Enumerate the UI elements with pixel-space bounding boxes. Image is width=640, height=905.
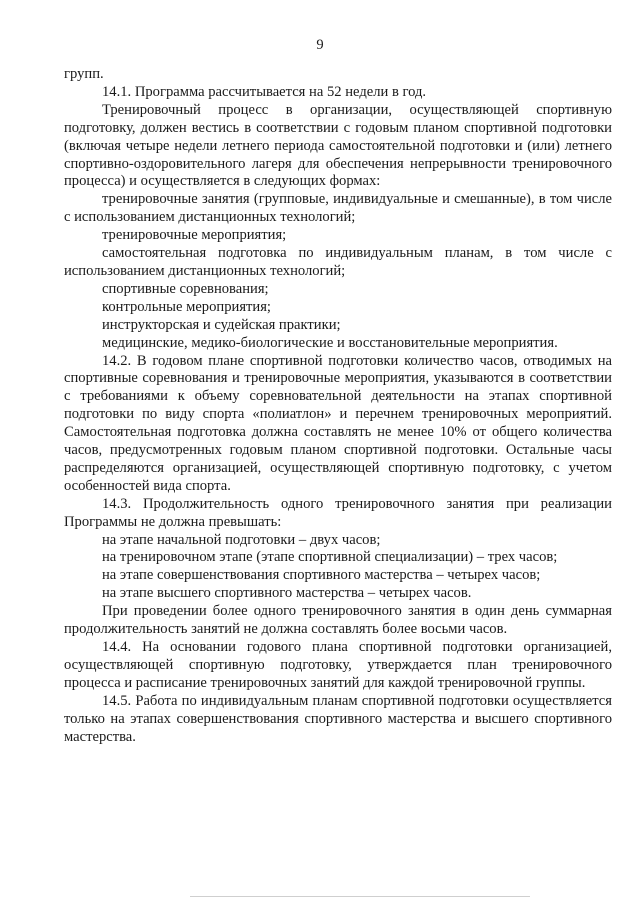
scan-edge-line bbox=[190, 896, 530, 897]
form-item-competitions: спортивные соревнования; bbox=[102, 280, 269, 297]
paragraph-continuation: групп. bbox=[64, 66, 104, 82]
page-number: 9 bbox=[316, 37, 324, 53]
paragraph-14-5: 14.5. Работа по индивидуальным планам спортивной подготовки осуществляется только на этапах совершенствования спортивного мастерства и высшего спортивного мастерства. bbox=[64, 692, 612, 745]
paragraph-14-4: 14.4. На основании годового плана спортивной подготовки организацией, осуществляющей спортивную подготовку, утверждается план тренировочного процесса и расписание тренировочных занятий для каждой тренировочной группы. bbox=[64, 639, 612, 691]
duration-item-improvement: на этапе совершенствования спортивного мастерства – четырех часов; bbox=[102, 567, 541, 584]
form-item-training-events: тренировочные мероприятия; bbox=[102, 227, 287, 244]
form-item-instructor-practice: инструкторская и судейская практики; bbox=[102, 316, 341, 333]
document-body bbox=[64, 66, 612, 746]
paragraph-daily-limit: При проведении более одного тренировочного занятия в один день суммарная продолжительность занятий не должна составлять более восьми часов. bbox=[64, 603, 612, 638]
paragraph-training-process: Тренировочный процесс в организации, осуществляющей спортивную подготовку, должен вестись в соответствии с годовым планом спортивной подготовки (включая четыре недели летнего периода самостоятельной подготовки и (или) летнего спортивно-оздоровительного лагеря для обеспечения непрерывности тренировочного процесса) и осуществляется в следующих формах: bbox=[64, 101, 612, 190]
paragraph-14-1: 14.1. Программа рассчитывается на 52 недели в год. bbox=[102, 83, 427, 100]
form-item-training-sessions: тренировочные занятия (групповые, индивидуальные и смешанные), в том числе с использованием дистанционных технологий; bbox=[64, 191, 612, 226]
form-item-medical-events: медицинские, медико-биологические и восстановительные мероприятия. bbox=[102, 334, 558, 351]
paragraph-14-2: 14.2. В годовом плане спортивной подготовки количество часов, отводимых на спортивные соревнования и тренировочные мероприятия, указываются в соответствии с требованиями к объему соревновательной деятельности на этапах спортивной подготовки по виду спорта «полиатлон» и перечнем тренировочных мероприятий. Самостоятельная подготовка должна составлять не менее 10% от общего количества часов, предусмотренных годовым планом спортивной подготовки. Остальные часы распределяются организацией, осуществляющей спортивную подготовку, с учетом особенностей вида спорта. bbox=[64, 352, 612, 494]
duration-item-higher: на этапе высшего спортивного мастерства – четырех часов. bbox=[102, 585, 472, 602]
paragraph-14-3: 14.3. Продолжительность одного тренировочного занятия при реализации Программы не должна превышать: bbox=[64, 495, 612, 530]
duration-item-training: на тренировочном этапе (этапе спортивной специализации) – трех часов; bbox=[102, 549, 558, 566]
duration-item-initial: на этапе начальной подготовки – двух часов; bbox=[102, 531, 381, 548]
form-item-self-training: самостоятельная подготовка по индивидуальным планам, в том числе с использованием дистанционных технологий; bbox=[64, 245, 612, 279]
form-item-control-events: контрольные мероприятия; bbox=[102, 298, 271, 315]
